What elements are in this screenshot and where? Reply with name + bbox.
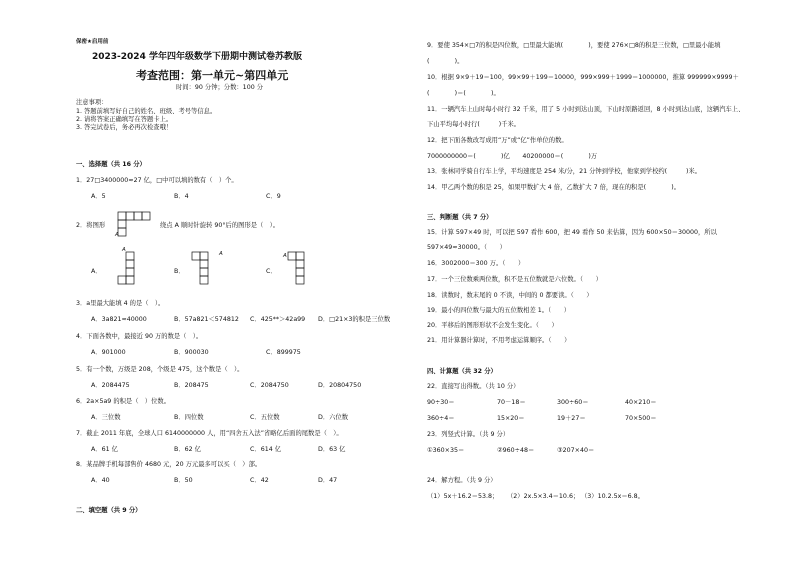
q7-option-c[interactable]: C．614 亿 (250, 446, 282, 453)
q5-option-b[interactable]: B．208475 (174, 382, 209, 389)
question-3: 3．a里最大能填 4 的是（ ）。 (76, 300, 165, 307)
question-4: 4．下面各数中，最接近 90 万的数是（ ）。 (76, 333, 203, 340)
q4-option-a[interactable]: A．901000 (91, 349, 126, 356)
q5-option-c[interactable]: C．2084750 (250, 382, 289, 389)
question-14: 14．甲乙两个数的积是 25，如果甲数扩大 4 倍，乙数扩大 7 倍，现在的积是( )。 (427, 184, 681, 191)
q3-option-b[interactable]: B．57a821＜574812 (174, 316, 239, 323)
question-19: 19．最小的四位数与最大的五位数相差 1。（ ） (427, 307, 571, 314)
question-6: 6．2a×5a9 的积是（ ）位数。 (76, 398, 170, 405)
question-2-prefix: 2．将图形 (76, 222, 106, 229)
q24-item-3: （3）10.2.5x＝6.8。 (581, 493, 644, 500)
q7-option-d[interactable]: D．63 亿 (318, 446, 346, 453)
question-21: 21．用计算器计算时，不用考虑运算顺序。（ ） (427, 337, 571, 344)
q2-option-b[interactable]: B． (174, 268, 185, 275)
section-choice-heading: 一、选择题（共 16 分） (76, 161, 146, 168)
question-20: 20．平移后的图形形状不会发生变化。（ ） (427, 322, 558, 329)
question-18: 18．读数时，数末尾的 0 不读，中间的 0 都要读。（ ） (427, 292, 593, 299)
question-11-line1: 11．一辆汽车上山时每小时行 32 千米，用了 5 小时到达山顶，下山时原路返回，8 小时到达山底，这辆汽车上、 (427, 106, 745, 113)
q1-option-a[interactable]: A．5 (91, 193, 106, 200)
section-fill-heading: 二、填空题（共 9 分） (76, 507, 142, 514)
q3-option-c[interactable]: C．425**＞42a99 (250, 316, 306, 323)
q7-option-a[interactable]: A．61 亿 (91, 446, 118, 453)
q3-option-a[interactable]: A．3a821≈40000 (91, 316, 147, 323)
question-24: 24．解方程。（共 9 分） (427, 477, 497, 484)
question-15-line2: 597×49≈30000。（ ） (427, 244, 506, 251)
question-15-line1: 15．计算 597×49 时，可以把 597 看作 600，把 49 看作 50 来估算，因为 600×50＝30000，所以 (427, 229, 717, 236)
q22-item-2: 70－18＝ (497, 399, 526, 406)
q2-original-figure (112, 208, 160, 242)
q22-item-4: 40×210＝ (625, 399, 657, 406)
question-7: 7．截止 2011 年底，全球人口 6140000000 人，用“四舍五入法”省略亿后面的尾数是（ ）。 (76, 430, 343, 437)
time-score: 时间：90 分钟；分数：100 分 (176, 84, 264, 91)
question-22: 22．直接写出得数。（共 10 分） (427, 383, 520, 390)
q2-option-c-point-label: A (283, 253, 287, 259)
q23-item-2: ②960÷48＝ (497, 447, 535, 454)
q2-option-b-point-label: A (219, 251, 223, 257)
q23-item-3: ③207×40＝ (557, 447, 595, 454)
q22-item-8: 70×500＝ (625, 415, 657, 422)
q24-item-1: （1）5x＋16.2＝53.8； (427, 493, 499, 500)
question-16: 16．3002000＝300 万。（ ） (427, 260, 525, 267)
exam-scope: 考查范围：第一单元~第四单元 (136, 69, 289, 82)
q8-option-d[interactable]: D．47 (318, 477, 338, 484)
q4-option-b[interactable]: B．900030 (174, 349, 209, 356)
question-12-items: 7000000000＝( )亿 40200000＝( )万 (427, 153, 598, 160)
question-9-line1: 9．要使 354×□7的积是四位数，□里最大能填( )，要使 276×□8的积是三位数，□里最小能填 (427, 42, 721, 49)
question-23: 23．列竖式计算。（共 9 分） (427, 431, 510, 438)
question-10-line1: 10．根据 9×9＋19＝100，99×99＋199＝10000，999×999＋1999＝1000000，推算 999999×9999＋ (427, 74, 739, 81)
q23-item-1: ①360×35＝ (427, 447, 465, 454)
question-11-line2: 下山平均每小时行( )千米。 (427, 121, 521, 128)
question-13: 13．张林同学骑自行车上学，平均速度是 254 米/分，21 分钟到学校，他家到学校约( )米。 (427, 168, 702, 175)
q2-option-a-figure (110, 248, 146, 286)
question-12: 12．把下面各数改写成用“万”或“亿”作单位的数。 (427, 137, 568, 144)
q22-item-5: 360÷4＝ (427, 415, 455, 422)
q22-item-6: 15×20＝ (497, 415, 525, 422)
q8-option-b[interactable]: B．50 (174, 477, 193, 484)
q8-option-c[interactable]: C．42 (250, 477, 269, 484)
question-2-text: 绕点 A 顺时针旋转 90°后的图形是（ ）。 (160, 222, 280, 229)
q5-option-a[interactable]: A．2084475 (91, 382, 130, 389)
note-1: 1. 答题前填写好自己的姓名、班级、考号等信息。 (76, 108, 217, 115)
exam-title: 2023-2024 学年四年级数学下册期中测试卷苏教版 (92, 52, 302, 62)
section-calc-heading: 四、计算题（共 32 分） (427, 368, 497, 375)
q2-point-a-label: A (115, 232, 119, 238)
q6-option-c[interactable]: C．五位数 (250, 414, 280, 421)
q2-option-a[interactable]: A． (91, 268, 102, 275)
q6-option-a[interactable]: A．三位数 (91, 414, 121, 421)
note-2: 2. 请将答案正确填写在答题卡上。 (76, 116, 173, 123)
q24-item-2: （2）2x.5×3.4＝10.6； (507, 493, 580, 500)
q1-option-c[interactable]: C．9 (266, 193, 281, 200)
note-3: 3. 答完试卷后，务必再次检查哦！ (76, 124, 173, 131)
question-8: 8．某品牌手机每部售价 4680 元，20 万元最多可以买（ ）部。 (76, 461, 262, 468)
section-judge-heading: 三、判断题（共 7 分） (427, 214, 493, 221)
q8-option-a[interactable]: A．40 (91, 477, 110, 484)
q2-option-a-point-label: A (122, 247, 126, 253)
notes-title: 注意事项： (76, 99, 108, 106)
question-1: 1．27□3400000≈27 亿，□中可以填的数有（ ）个。 (76, 177, 238, 184)
q7-option-b[interactable]: B．62 亿 (174, 446, 201, 453)
q22-item-7: 19＋27＝ (557, 415, 586, 422)
confidential-label: 保密★启用前 (76, 39, 109, 45)
q6-option-d[interactable]: D．六位数 (318, 414, 349, 421)
q2-option-c[interactable]: C． (266, 268, 277, 275)
q5-option-d[interactable]: D．20804750 (318, 382, 362, 389)
q22-item-1: 90÷30＝ (427, 399, 455, 406)
q1-option-b[interactable]: B．4 (174, 193, 189, 200)
question-5: 5．有一个数，万级是 208，个级是 475，这个数是（ ）。 (76, 366, 244, 373)
exam-page-right (397, 0, 794, 562)
q22-item-3: 300÷60＝ (557, 399, 589, 406)
question-17: 17．一个三位数乘两位数，积不是五位数就是六位数。（ ） (427, 276, 602, 283)
q4-option-c[interactable]: C．899975 (266, 349, 301, 356)
question-9-line2: ( )。 (427, 58, 464, 65)
q6-option-b[interactable]: B．四位数 (174, 414, 204, 421)
question-10-line2: ( )＝( )。 (427, 90, 500, 97)
q3-option-d[interactable]: D．□21×3的积是三位数 (318, 316, 391, 323)
